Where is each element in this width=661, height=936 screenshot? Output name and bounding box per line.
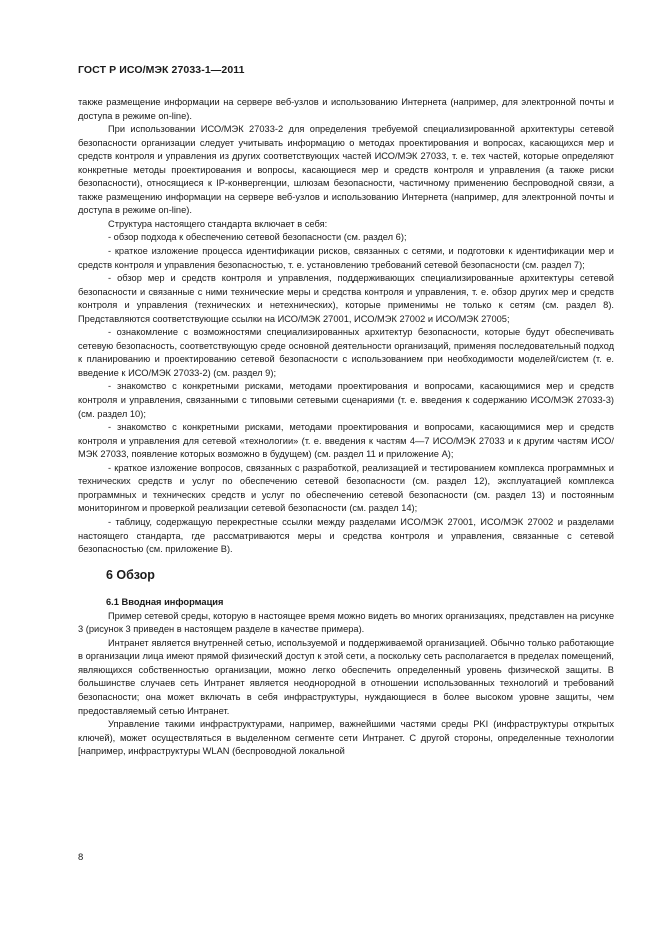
list-item: - обзор подхода к обеспечению сетевой безопасности (см. раздел 6); xyxy=(108,232,407,243)
page-number: 8 xyxy=(78,852,84,863)
document-header: ГОСТ Р ИСО/МЭК 27033-1—2011 xyxy=(78,64,245,76)
paragraph: Управление такими инфраструктурами, например, важнейшими частями среды PKI (инфраструктуры открытых ключей), может осуществляться в выделенном сегменте сети Интранет. С другой стороны, определенные технологии [например, инфраструктуры WLAN (беспроводной локальной xyxy=(78,719,614,757)
list-item: - знакомство с конкретными рисками, методами проектирования и вопросами, касающимися мер и средств контроля и управления для сетевой «технологии» (т. е. введения к частям 4—7 ИСО/МЭК 27033 и к другим частям ИСО/МЭК 27033, появление которых возможно в будущем) (см. раздел 11 и приложение А); xyxy=(78,422,614,460)
paragraph: При использовании ИСО/МЭК 27033-2 для определения требуемой специализированной архитектуры сетевой безопасности организации следует учитывать информацию о методах проектирования и вопросах, касающихся мер и средств контроля и управления из других соответствующих частей ИСО/МЭК 27033, т. е. тех частей, которые определяют конкретные методы проектирования и вопросы, касающиеся мер и средств контроля и управления (а также риски безопасности), относящиеся к IP-конвергенции, шлюзам безопасности, частичному применению беспроводной связи, а также размещению информации на сервере веб-узлов и использованию Интернета (например, для электронной почты и доступа в режиме on-line). xyxy=(78,124,614,216)
subsection-title: 6.1 Вводная информация xyxy=(106,597,224,608)
list-item: - таблицу, содержащую перекрестные ссылки между разделами ИСО/МЭК 27001, ИСО/МЭК 27002 и разделами настоящего стандарта, где рассматриваются меры и средства контроля и управления, связанные с сетевой безопасностью (см. приложение В). xyxy=(78,516,614,555)
paragraph: Пример сетевой среды, которую в настоящее время можно видеть во многих организациях, представлен на рисунке 3 (рисунок 3 приведен в настоящем разделе в качестве примера). xyxy=(78,610,614,635)
paragraph: Интранет является внутренней сетью, используемой и поддерживаемой организацией. Обычно только работающие в организации лица имеют прямой физический доступ к этой сети, а поскольку сеть располагается в пределах помещений, являющихся собственностью организации, можно легко обеспечить определенный уровень физической защиты. В большинстве случаев сеть Интранет является неоднородной в отношении использованных технологий и требований безопасности; она может включать в себя инфраструктуры, нуждающиеся в более высоком уровне защиты, чем предоставляемый сетью Интранет. xyxy=(78,637,614,716)
list-item: - ознакомление с возможностями специализированных архитектур безопасности, которые будут обеспечивать сетевую безопасность, соответствующую среде основной деятельности организаций, применяя последовательный подход к планированию и проектированию сетевой безопасности с использованием при необходимости моделей/систем (т. е. введение к ИСО/МЭК 27033-2) (см. раздел 9); xyxy=(78,327,614,378)
section-title: 6 Обзор xyxy=(106,567,155,582)
list-item: - знакомство с конкретными рисками, методами проектирования и вопросами, касающимися мер и средств контроля и управления, связанными с типовыми сетевыми сценариями (т. е. введения к содержанию ИСО/МЭК 27033-3) (см. раздел 10); xyxy=(78,381,614,419)
paragraph: Структура настоящего стандарта включает в себя: xyxy=(108,218,328,229)
paragraph: также размещение информации на сервере веб-узлов и использованию Интернета (например, для электронной почты и доступа в режиме on-line). xyxy=(78,97,614,121)
list-item: - обзор мер и средств контроля и управления, поддерживающих специализированные архитектуры сетевой безопасности и связанные с ними технические меры и средства контроля и управления, т. е. обзор других мер и средств контроля и управления (технических и нетехнических), которые применимы не только к сетям (см. раздел 8). Представляются соответствующие ссылки на ИСО/МЭК 27001, ИСО/МЭК 27002 и ИСО/МЭК 27005; xyxy=(78,273,614,324)
document-body xyxy=(78,96,614,759)
list-item: - краткое изложение процесса идентификации рисков, связанных с сетями, и подготовки к идентификации мер и средств контроля и управления безопасностью, т. е. установлению требований сетевой безопасности (см. раздел 7); xyxy=(78,246,614,270)
list-item: - краткое изложение вопросов, связанных с разработкой, реализацией и тестированием комплекса программных и технических средств и услуг по обеспечению сетевой безопасности (см. раздел 12), эксплуатацией комплекса программных и технических средств и услуг по обеспечению сетевой безопасности (см. раздел 13) и постоянным мониторингом и проверкой реализации сетевой безопасности (см. раздел 14); xyxy=(78,462,614,514)
